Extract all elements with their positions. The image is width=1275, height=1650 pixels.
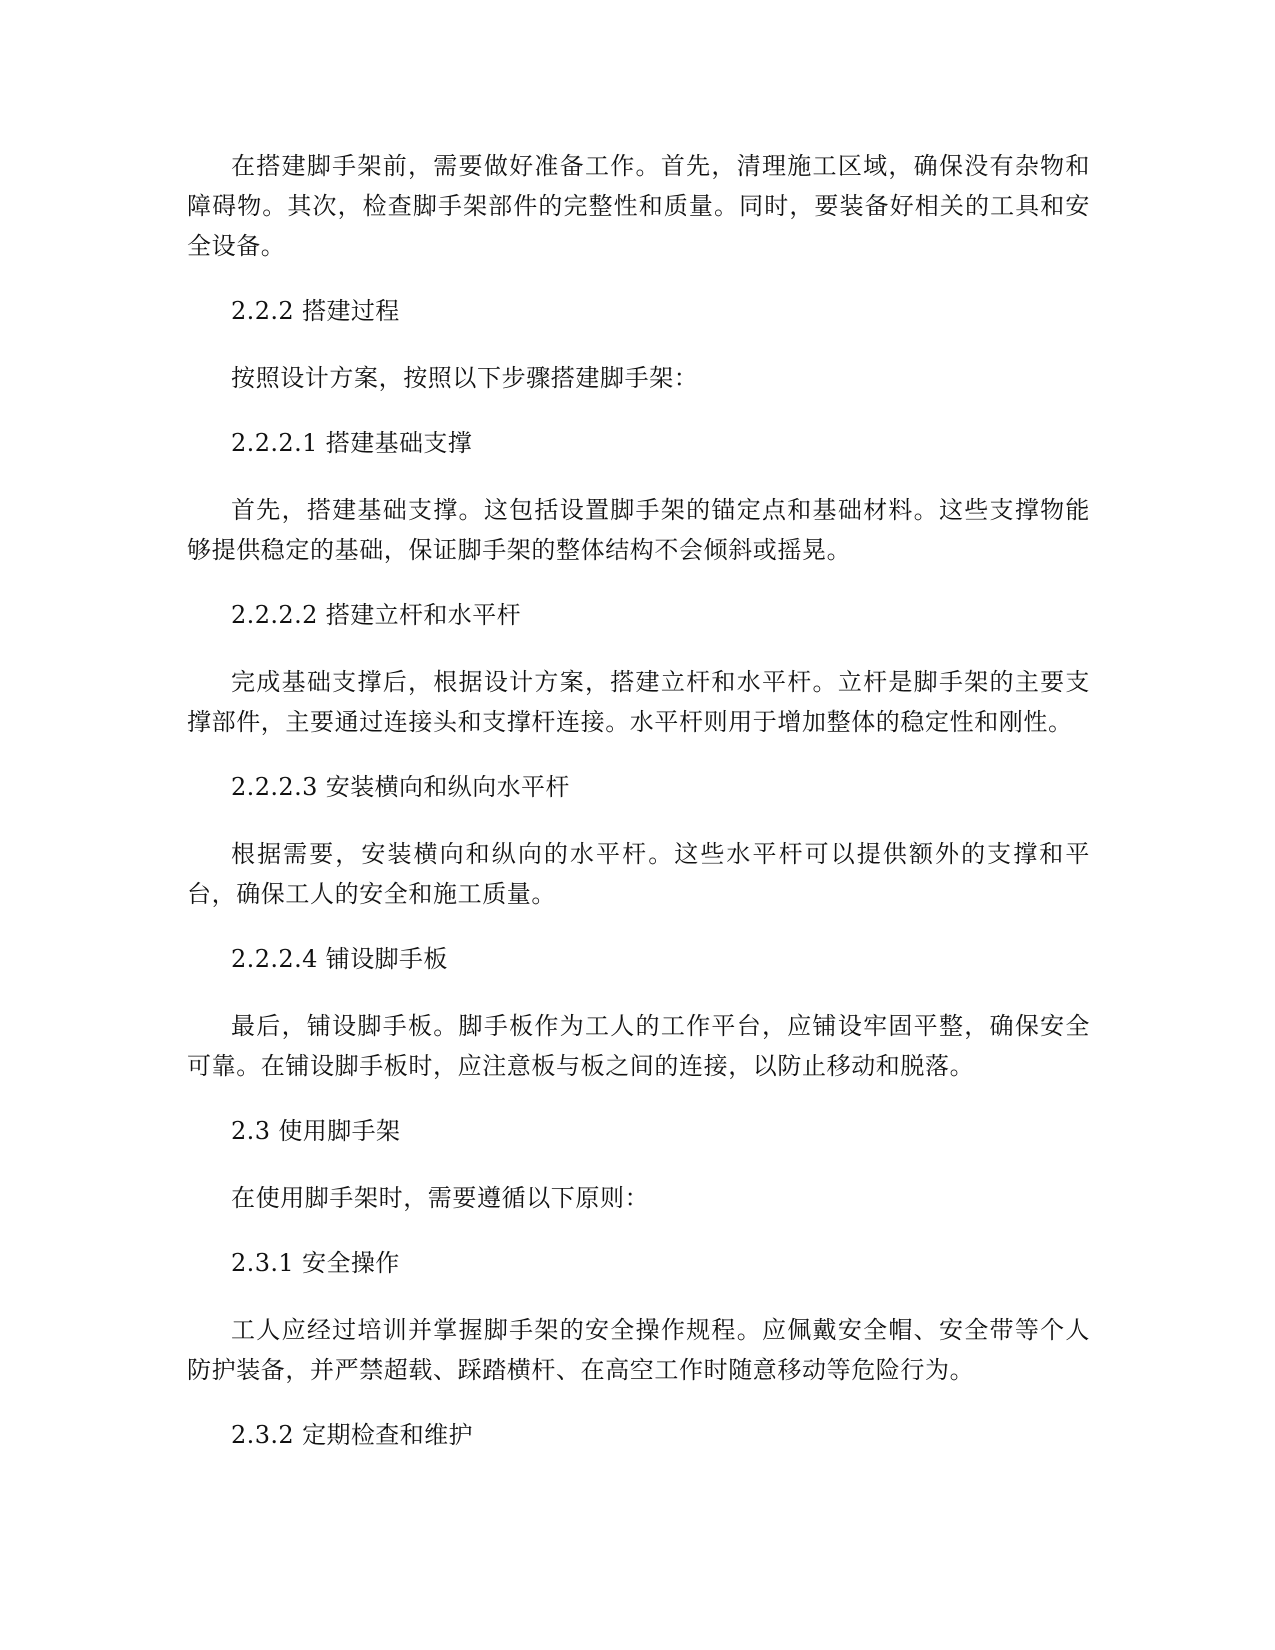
section-heading-2-3: 2.3 使用脚手架 [231, 1117, 401, 1145]
paragraph-foundation-support: 首先，搭建基础支撑。这包括设置脚手架的锚定点和基础材料。这些支撑物能够提供稳定的基础，保证脚手架的整体结构不会倾斜或摇晃。 [187, 496, 1090, 564]
section-heading-2-2-2-4: 2.2.2.4 铺设脚手板 [231, 945, 448, 973]
paragraph-poles-and-bars: 完成基础支撑后，根据设计方案，搭建立杆和水平杆。立杆是脚手架的主要支撑部件，主要通过连接头和支撑杆连接。水平杆则用于增加整体的稳定性和刚性。 [187, 668, 1090, 736]
section-heading-2-2-2-1: 2.2.2.1 搭建基础支撑 [231, 429, 473, 457]
paragraph-scaffold-boards: 最后，铺设脚手板。脚手板作为工人的工作平台，应铺设牢固平整，确保安全可靠。在铺设脚手板时，应注意板与板之间的连接，以防止移动和脱落。 [187, 1012, 1090, 1080]
paragraph-safe-operation: 工人应经过培训并掌握脚手架的安全操作规程。应佩戴安全帽、安全带等个人防护装备，并严禁超载、踩踏横杆、在高空工作时随意移动等危险行为。 [187, 1316, 1090, 1384]
section-heading-2-2-2: 2.2.2 搭建过程 [231, 297, 400, 325]
paragraph-steps-intro: 按照设计方案，按照以下步骤搭建脚手架： [231, 364, 699, 392]
paragraph-usage-principles: 在使用脚手架时，需要遵循以下原则： [231, 1184, 650, 1212]
document-body [187, 146, 1090, 1482]
section-heading-2-2-2-2: 2.2.2.2 搭建立杆和水平杆 [231, 601, 521, 629]
paragraph-preparation: 在搭建脚手架前，需要做好准备工作。首先，清理施工区域，确保没有杂物和障碍物。其次，检查脚手架部件的完整性和质量。同时，要装备好相关的工具和安全设备。 [187, 152, 1090, 260]
section-heading-2-3-2: 2.3.2 定期检查和维护 [231, 1421, 473, 1449]
section-heading-2-3-1: 2.3.1 安全操作 [231, 1249, 400, 1277]
paragraph-horizontal-bars: 根据需要，安装横向和纵向的水平杆。这些水平杆可以提供额外的支撑和平台，确保工人的安全和施工质量。 [187, 840, 1090, 908]
section-heading-2-2-2-3: 2.2.2.3 安装横向和纵向水平杆 [231, 773, 570, 801]
